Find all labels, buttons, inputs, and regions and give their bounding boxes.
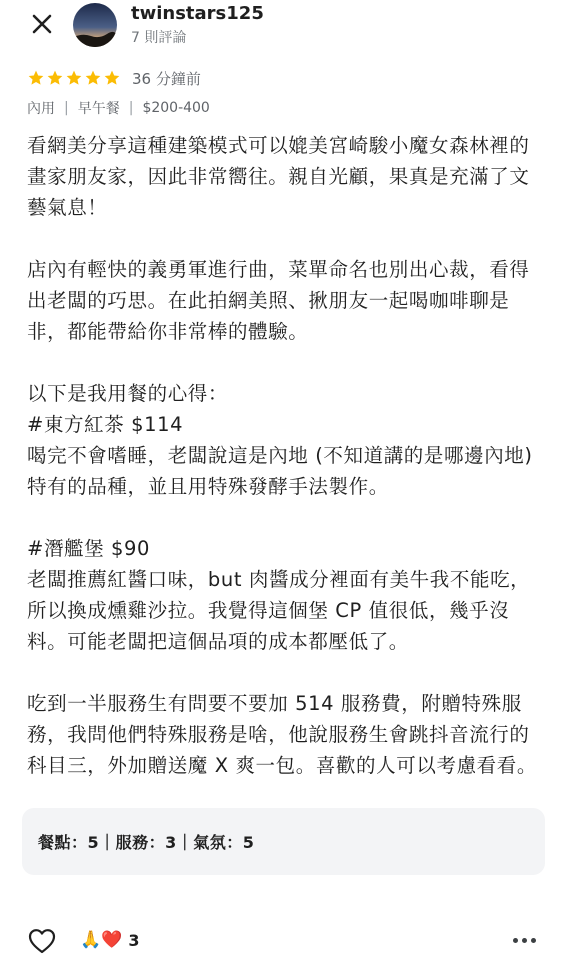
close-button[interactable] <box>26 8 58 40</box>
avatar-image <box>73 3 117 47</box>
avatar[interactable] <box>73 3 117 47</box>
more-dot <box>522 938 527 943</box>
more-options-button[interactable] <box>508 928 540 952</box>
separator: | <box>64 100 69 116</box>
scores-card <box>22 808 545 875</box>
more-horizontal-icon <box>513 938 518 943</box>
reaction-emojis: 🙏❤️ <box>80 930 123 950</box>
time-ago: 36 分鐘前 <box>132 69 201 88</box>
dining-type: 內用 <box>27 101 55 117</box>
star-icon <box>65 69 83 87</box>
reactions[interactable] <box>80 929 139 951</box>
star-icon <box>103 69 121 87</box>
more-dot <box>531 938 536 943</box>
visit-details <box>27 98 210 118</box>
price-range: $200-400 <box>142 100 210 116</box>
username[interactable]: twinstars125 <box>131 3 264 24</box>
separator: | <box>128 100 134 116</box>
star-rating <box>27 69 121 87</box>
star-icon <box>46 69 64 87</box>
rating-row <box>27 68 201 88</box>
meal-type: 早午餐 <box>77 101 120 117</box>
reaction-count: 3 <box>128 930 140 950</box>
star-icon <box>84 69 102 87</box>
scores-text: 餐點：5｜服務：3｜氣氛：5 <box>38 833 255 852</box>
star-icon <box>27 69 45 87</box>
like-button[interactable] <box>26 925 58 957</box>
heart-outline-icon <box>28 928 56 954</box>
close-icon <box>31 13 53 35</box>
review-body: 看網美分享這種建築模式可以媲美宮崎駿小魔女森林裡的畫家朋友家，因此非常嚮往。親自光顧，果真是充滿了文藝氣息！ 店內有輕快的義勇軍進行曲，菜單命名也別出心裁，看得出老闆的巧思。在此拍網美照、揪朋友一起喝咖啡聊是非，都能帶給你非常棒的體驗。 以下是我用餐的心得： #東方紅茶 $114 喝完不會嗜睡，老闆說這是內地 (不知道講的是哪邊內地) 特有的品種，並且用特殊發酵手法製作。 #潛艦堡 $90 老闆推薦紅醬口味，but 肉醬成分裡面有美牛我不能吃，所以換成燻雞沙拉。我覺得這個堡 CP 值很低，幾乎沒料。可能老闆把這個品項的成本都壓低了。 吃到一半服務生有問要不要加 514 服務費，附贈特殊服務，我問他們特殊服務是啥，他說服務生會跳抖音流行的科目三，外加贈送魔 X 爽一包。喜歡的人可以考慮看看。 <box>27 134 537 777</box>
review-count: 7 則評論 <box>131 30 187 46</box>
